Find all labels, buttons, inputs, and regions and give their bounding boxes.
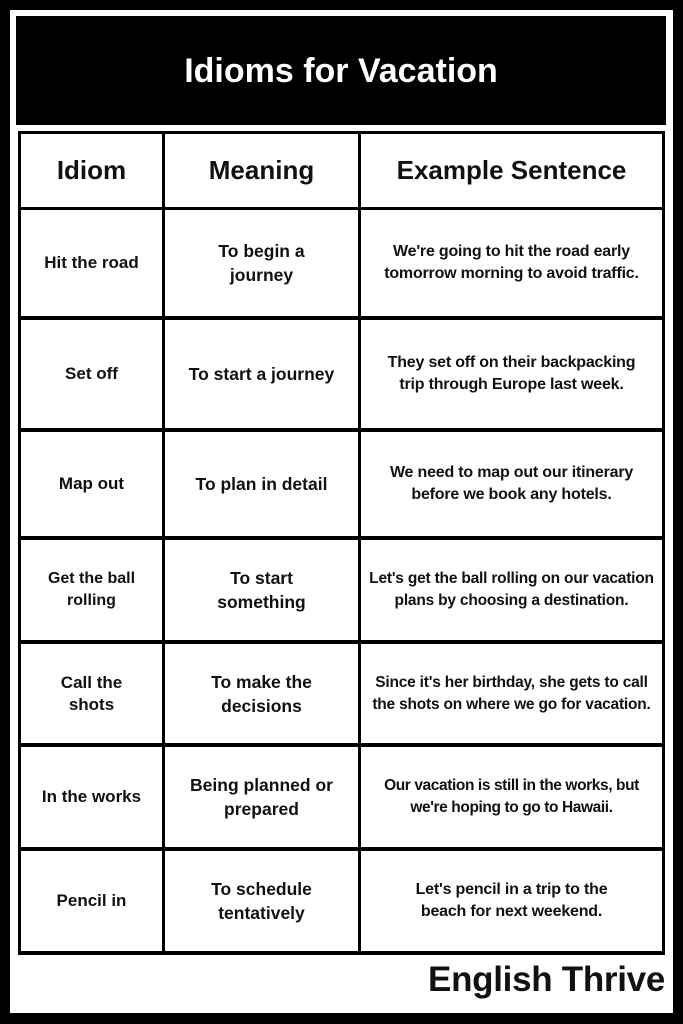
row-7-meaning: To schedule tentatively xyxy=(165,851,358,951)
idioms-table xyxy=(18,131,665,955)
row-6-example: Our vacation is still in the works, but we're hoping to go to Hawaii. xyxy=(361,747,662,847)
brand-footer: English Thrive xyxy=(428,960,665,999)
row-2-meaning: To start a journey xyxy=(165,320,358,428)
row-6-meaning: Being planned or prepared xyxy=(165,747,358,847)
row-1-idiom: Hit the road xyxy=(21,210,162,316)
header-idiom: Idiom xyxy=(21,134,162,207)
row-7-idiom: Pencil in xyxy=(21,851,162,951)
header-meaning: Meaning xyxy=(165,134,358,207)
row-2-example: They set off on their backpacking trip through Europe last week. xyxy=(361,320,662,428)
row-4-example: Let's get the ball rolling on our vacation plans by choosing a destination. xyxy=(361,540,662,640)
row-5-meaning: To make the decisions xyxy=(165,644,358,743)
header-example-sentence: Example Sentence xyxy=(361,134,662,207)
row-5-idiom: Call the shots xyxy=(21,644,162,743)
row-7-example: Let's pencil in a trip to the beach for next weekend. xyxy=(361,851,662,951)
row-3-idiom: Map out xyxy=(21,432,162,536)
title-banner xyxy=(16,16,666,125)
row-1-meaning: To begin a journey xyxy=(165,210,358,316)
page-title: Idioms for Vacation xyxy=(184,52,498,90)
row-5-example: Since it's her birthday, she gets to call the shots on where we go for vacation. xyxy=(361,644,662,743)
row-3-meaning: To plan in detail xyxy=(165,432,358,536)
row-6-idiom: In the works xyxy=(21,747,162,847)
row-2-idiom: Set off xyxy=(21,320,162,428)
row-4-meaning: To start something xyxy=(165,540,358,640)
row-3-example: We need to map out our itinerary before we book any hotels. xyxy=(361,432,662,536)
row-4-idiom: Get the ball rolling xyxy=(21,540,162,640)
row-1-example: We're going to hit the road early tomorrow morning to avoid traffic. xyxy=(361,210,662,316)
